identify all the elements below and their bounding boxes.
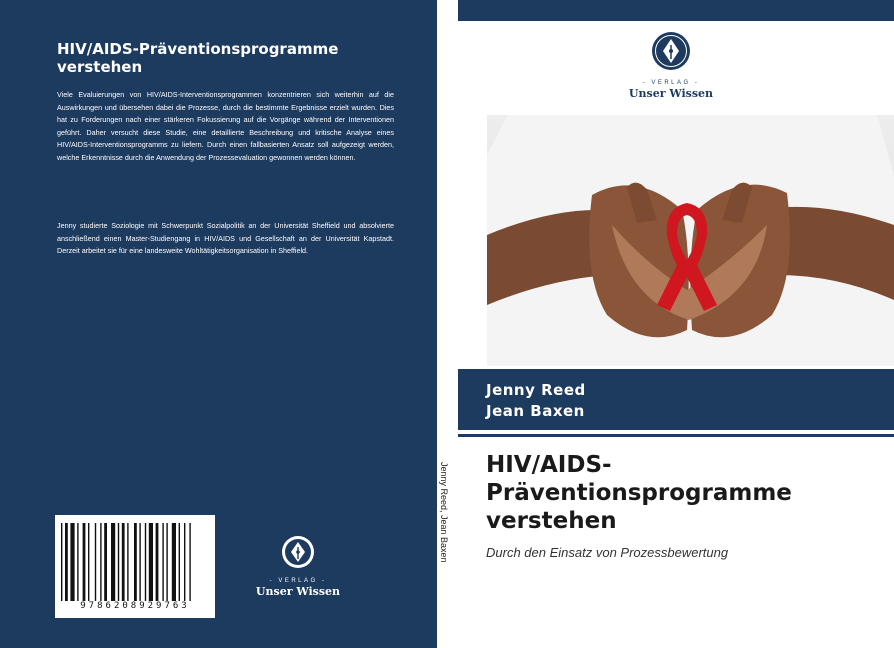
barcode-bars: [61, 523, 209, 601]
front-top-bar: [458, 0, 894, 21]
divider: [458, 434, 894, 437]
author-bio: Jenny studierte Soziologie mit Schwerpunkt Sozialpolitik an der Universität Sheffield und absolvierte anschließend einen Master-Studiengang in HIV/AIDS und Gesellschaft an der Universität Kapstadt. Derzeit arbeitet sie für eine landesweite Wohltätigkeitsorganisation in Sheffield.: [57, 221, 394, 256]
back-cover: [0, 0, 437, 648]
book-subtitle: Durch den Einsatz von Prozessbewertung: [486, 545, 729, 560]
isbn-barcode: [55, 515, 215, 618]
publisher-verlag-label: - VERLAG -: [269, 578, 327, 584]
author-band: [458, 369, 894, 430]
pen-nib-icon: [651, 31, 691, 71]
author-name: Jean Baxen: [486, 402, 585, 420]
isbn-number: 9786208929763: [80, 601, 190, 611]
book-title: HIV/AIDS-Präventionsprogramme verstehen: [486, 452, 792, 534]
publisher-logo-back: [248, 535, 348, 598]
publisher-verlag-label: - VERLAG -: [642, 80, 700, 86]
cover-photo-hands-ribbon: [487, 115, 894, 366]
publisher-name: Unser Wissen: [255, 585, 341, 598]
spine-authors: Jenny Reed, Jean Baxen: [439, 462, 449, 563]
back-blurb: Viele Evaluierungen von HIV/AIDS-Interventionsprogrammen konzentrieren sich weiterhin auf die Auswirkungen und übersehen dabei die Prozesse, durch die bestimmte Ergebnisse erzielt wurden. Dies hat zu Forderungen nach einer stärkeren Fokussierung auf die Vorgänge während der Interventionen geführt. Daher versucht diese Studie, eine detaillierte Beschreibung und kritische Analyse eines HIV/AIDS-Interventionsprogramms zu liefern. Durch einen fallbasierten Ansatz soll aufgezeigt werden, welche Erkenntnisse durch die Anwendung der Prozessevaluation gewonnen werden können.: [57, 90, 394, 162]
publisher-name: Unser Wissen: [628, 87, 714, 100]
publisher-logo-front: [621, 31, 721, 100]
back-title: HIV/AIDS-Präventionsprogramme verstehen: [57, 40, 339, 76]
pen-nib-icon: [281, 535, 315, 569]
author-name: Jenny Reed: [486, 381, 586, 399]
